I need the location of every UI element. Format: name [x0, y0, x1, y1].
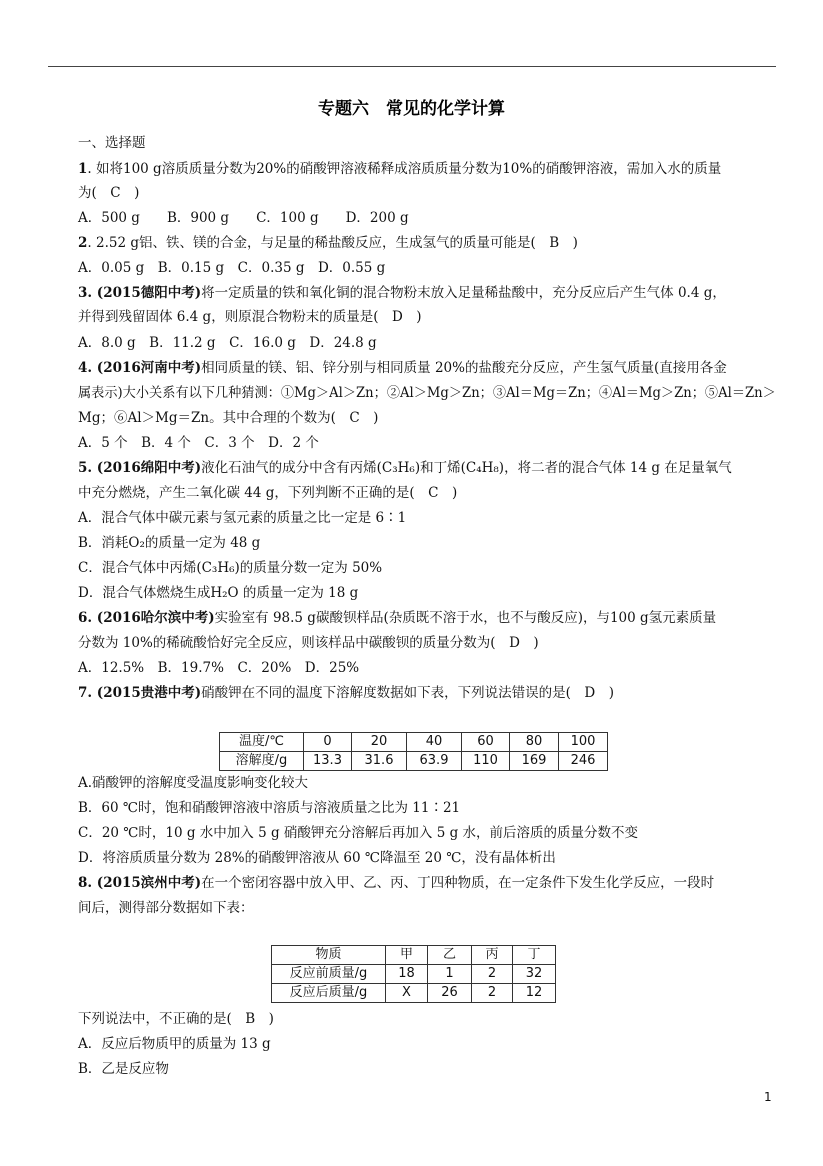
table-cell: 63.9 [407, 752, 462, 771]
question-5-option-c: C．混合气体中丙烯(C₃H₆)的质量分数一定为 50% [78, 560, 383, 576]
question-number: 4 [78, 360, 88, 376]
table-row [220, 752, 608, 771]
table-cell: 乙 [428, 946, 472, 965]
question-3-options: A．8.0 g B．11.2 g C．16.0 g D．24.8 g [78, 335, 377, 351]
table-cell: 13.3 [304, 752, 352, 771]
question-source: . (2016哈尔滨中考) [87, 610, 215, 626]
reaction-mass-table [271, 945, 556, 1003]
header-rule [48, 66, 776, 67]
question-8 [78, 873, 714, 893]
question-text: 实验室有 98.5 g碳酸钡样品(杂质既不溶于水，也不与酸反应)，与100 g氢元素质量 [214, 610, 717, 626]
question-5-option-a: A．混合气体中碳元素与氢元素的质量之比一定是 6∶1 [78, 510, 407, 526]
question-8-line-2: 间后，测得部分数据如下表： [78, 900, 254, 916]
table-cell: 110 [462, 752, 510, 771]
question-text: 在一个密闭容器中放入甲、乙、丙、丁四种物质，在一定条件下发生化学反应，一段时 [201, 875, 715, 891]
table-cell: 丙 [472, 946, 513, 965]
question-5-line-2: 中充分燃烧，产生二氧化碳 44 g，下列判断不正确的是( C ) [78, 485, 458, 501]
table-row [272, 965, 556, 984]
question-5 [78, 458, 732, 478]
table-cell: 反应前质量/g [272, 965, 386, 984]
question-6 [78, 608, 716, 628]
question-number: 2 [78, 235, 88, 251]
question-text: 将一定质量的铁和氧化铜的混合物粉末放入足量稀盐酸中，充分反应后产生气体 0.4 g， [201, 285, 726, 301]
question-3 [78, 283, 726, 303]
table-cell: 60 [462, 733, 510, 752]
table-cell: 31.6 [352, 752, 407, 771]
question-4-line-2: 属表示)大小关系有以下几种猜测：①Mg＞Al＞Zn；②Al＞Mg＞Zn；③Al＝Mg＝Zn；④Al＝Mg＞Zn；⑤Al＝Zn＞ [78, 385, 776, 401]
table-cell: 40 [407, 733, 462, 752]
question-text: 液化石油气的成分中含有丙烯(C₃H₆)和丁烯(C₄H₈)，将二者的混合气体 14 g 在足量氧气 [201, 460, 732, 476]
table-cell: 温度/℃ [220, 733, 304, 752]
question-7 [78, 683, 614, 703]
question-7-option-a: A.硝酸钾的溶解度受温度影响变化较大 [78, 775, 309, 791]
table-cell: 1 [428, 965, 472, 984]
question-7-option-c: C．20 ℃时，10 g 水中加入 5 g 硝酸钾充分溶解后再加入 5 g 水，前后溶质的质量分数不变 [78, 825, 639, 841]
solubility-table [219, 732, 608, 771]
question-text: 硝酸钾在不同的温度下溶解度数据如下表，下列说法错误的是( D ) [201, 685, 615, 701]
page-number: 1 [764, 1090, 772, 1104]
table-cell: 18 [386, 965, 428, 984]
question-source: . (2015贵港中考) [87, 685, 202, 701]
section-heading: 一、选择题 [78, 135, 146, 151]
table-row [220, 733, 608, 752]
question-6-options: A．12.5% B．19.7% C．20% D．25% [78, 660, 360, 676]
table-row [272, 984, 556, 1003]
table-cell: 12 [513, 984, 556, 1003]
question-6-line-2: 分数为 10%的稀硫酸恰好完全反应，则该样品中碳酸钡的质量分数为( D ) [78, 635, 539, 651]
question-number: 6 [78, 610, 88, 626]
question-number: 1 [78, 161, 88, 177]
table-cell: 甲 [386, 946, 428, 965]
table-cell: 反应后质量/g [272, 984, 386, 1003]
question-source: . (2016河南中考) [87, 360, 202, 376]
table-cell: 溶解度/g [220, 752, 304, 771]
question-2 [78, 233, 578, 253]
question-5-option-d: D．混合气体燃烧生成H₂O 的质量一定为 18 g [78, 585, 359, 601]
table-cell: 20 [352, 733, 407, 752]
question-source: . (2016绵阳中考) [87, 460, 202, 476]
page-title: 专题六 常见的化学计算 [318, 99, 505, 119]
table-cell: X [386, 984, 428, 1003]
question-1-line-2: 为( C ) [78, 185, 140, 201]
question-1 [78, 159, 721, 179]
question-number: 7 [78, 685, 88, 701]
table-cell: 169 [510, 752, 559, 771]
question-number: 3 [78, 285, 88, 301]
question-text: . 如将100 g溶质质量分数为20%的硝酸钾溶液稀释成溶质质量分数为10%的硝酸钾溶液，需加入水的质量 [87, 161, 722, 177]
question-source: . (2015滨州中考) [87, 875, 202, 891]
question-text: 相同质量的镁、铝、锌分别与相同质量 20%的盐酸充分反应，产生氢气质量(直接用各金 [201, 360, 727, 376]
question-source: . (2015德阳中考) [87, 285, 202, 301]
table-cell: 80 [510, 733, 559, 752]
question-7-option-d: D．将溶质质量分数为 28%的硝酸钾溶液从 60 ℃降温至 20 ℃，没有晶体析出 [78, 850, 556, 866]
table-cell: 100 [559, 733, 608, 752]
question-7-option-b: B．60 ℃时，饱和硝酸钾溶液中溶质与溶液质量之比为 11∶21 [78, 800, 461, 816]
question-number: 5 [78, 460, 88, 476]
question-4-line-3: Mg；⑥Al＞Mg＝Zn。其中合理的个数为( C ) [78, 410, 379, 426]
table-cell: 丁 [513, 946, 556, 965]
question-2-options: A．0.05 g B．0.15 g C．0.35 g D．0.55 g [78, 260, 386, 276]
table-cell: 246 [559, 752, 608, 771]
question-8-stem-2: 下列说法中，不正确的是( B ) [78, 1011, 274, 1027]
table-cell: 26 [428, 984, 472, 1003]
question-8-option-b: B．乙是反应物 [78, 1061, 169, 1077]
question-5-option-b: B．消耗O₂的质量一定为 48 g [78, 535, 261, 551]
table-cell: 2 [472, 984, 513, 1003]
table-cell: 32 [513, 965, 556, 984]
question-8-option-a: A．反应后物质甲的质量为 13 g [78, 1036, 271, 1052]
question-4 [78, 358, 727, 378]
question-number: 8 [78, 875, 88, 891]
question-3-line-2: 并得到残留固体 6.4 g，则原混合物粉末的质量是( D ) [78, 309, 422, 325]
table-cell: 0 [304, 733, 352, 752]
table-cell: 2 [472, 965, 513, 984]
question-4-options: A．5 个 B．4 个 C．3 个 D．2 个 [78, 435, 319, 451]
table-row [272, 946, 556, 965]
question-1-options: A．500 g B．900 g C．100 g D．200 g [78, 210, 409, 226]
question-text: . 2.52 g铝、铁、镁的合金，与足量的稀盐酸反应，生成氢气的质量可能是( B ) [87, 235, 578, 251]
table-cell: 物质 [272, 946, 386, 965]
